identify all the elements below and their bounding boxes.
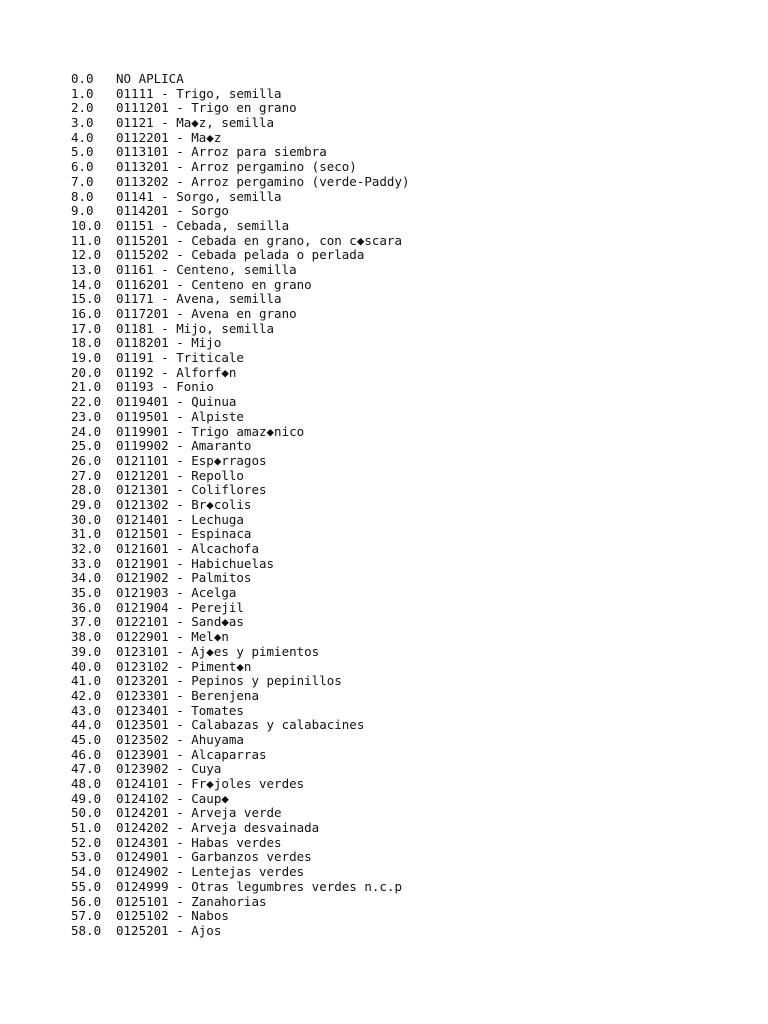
list-item (71, 322, 751, 337)
list-item (71, 410, 751, 425)
row-index: 23.0 (71, 408, 102, 424)
row-index: 32.0 (71, 541, 102, 556)
row-index: 12.0 (71, 247, 102, 263)
list-item (71, 439, 751, 454)
list-item (71, 454, 751, 469)
row-text: 01192 - Alforf◆n (116, 364, 237, 380)
row-index: 13.0 (71, 261, 102, 277)
list-item (71, 748, 751, 763)
row-index: 57.0 (71, 908, 102, 924)
row-index: 0.0 (71, 71, 94, 86)
row-text: 01191 - Triticale (116, 350, 244, 366)
list-item (71, 601, 751, 616)
row-index: 51.0 (71, 820, 102, 836)
list-item (71, 704, 751, 719)
row-index: 45.0 (71, 731, 102, 747)
list-item (71, 777, 751, 792)
row-text: 0111201 - Trigo en grano (116, 100, 297, 116)
list-item (71, 160, 751, 175)
row-text: 0124101 - Fr◆joles verdes (116, 776, 305, 791)
row-index: 40.0 (71, 658, 102, 674)
row-index: 18.0 (71, 335, 102, 351)
row-text: 0119401 - Quinua (116, 394, 237, 410)
row-text: 0125201 - Ajos (116, 922, 222, 938)
list-item (71, 336, 751, 351)
row-text: 01121 - Ma◆z, semilla (116, 115, 275, 131)
row-index: 43.0 (71, 702, 102, 718)
row-text: 0119501 - Alpiste (116, 408, 244, 424)
list-item (71, 615, 751, 630)
row-index: 49.0 (71, 790, 102, 806)
list-item (71, 527, 751, 542)
row-text: 0123401 - Tomates (116, 702, 244, 718)
row-text: 01171 - Avena, semilla (116, 291, 282, 307)
row-text: 0123502 - Ahuyama (116, 731, 244, 747)
row-index: 36.0 (71, 599, 102, 615)
row-text: 0113101 - Arroz para siembra (116, 144, 327, 160)
list-item (71, 557, 751, 572)
row-text: 0113202 - Arroz pergamino (verde-Paddy) (116, 173, 410, 189)
list-item (71, 850, 751, 865)
row-index: 30.0 (71, 511, 102, 527)
row-text: 0119901 - Trigo amaz◆nico (116, 423, 305, 439)
row-index: 34.0 (71, 570, 102, 586)
list-item (71, 204, 751, 219)
row-index: 19.0 (71, 350, 102, 366)
row-index: 14.0 (71, 276, 102, 292)
row-index: 16.0 (71, 306, 102, 321)
list-item (71, 175, 751, 190)
row-index: 33.0 (71, 555, 102, 571)
row-text: 0116201 - Centeno en grano (116, 276, 312, 292)
list-item (71, 190, 751, 205)
row-index: 37.0 (71, 614, 102, 630)
list-item (71, 116, 751, 131)
row-text: 0113201 - Arroz pergamino (seco) (116, 159, 357, 175)
list-item (71, 366, 751, 381)
list-item (71, 865, 751, 880)
list-item (71, 278, 751, 293)
row-index: 6.0 (71, 159, 94, 175)
row-index: 5.0 (71, 144, 94, 160)
list-item (71, 821, 751, 836)
list-item (71, 483, 751, 498)
list-item (71, 762, 751, 777)
row-index: 48.0 (71, 776, 102, 791)
row-text: 0121903 - Acelga (116, 585, 237, 601)
list-item (71, 131, 751, 146)
row-text: 01141 - Sorgo, semilla (116, 188, 282, 204)
row-index: 44.0 (71, 717, 102, 733)
row-index: 55.0 (71, 878, 102, 894)
row-text: 0123901 - Alcaparras (116, 746, 267, 762)
row-index: 42.0 (71, 687, 102, 703)
row-index: 15.0 (71, 291, 102, 307)
row-index: 50.0 (71, 805, 102, 821)
list-item (71, 645, 751, 660)
row-text: 0123201 - Pepinos y pepinillos (116, 673, 342, 689)
list-item (71, 571, 751, 586)
row-index: 56.0 (71, 893, 102, 909)
row-index: 21.0 (71, 379, 102, 395)
row-text: NO APLICA (116, 71, 184, 86)
row-text: 0123101 - Aj◆es y pimientos (116, 643, 320, 659)
row-index: 24.0 (71, 423, 102, 439)
list-item (71, 586, 751, 601)
list-item (71, 219, 751, 234)
row-text: 0119902 - Amaranto (116, 438, 252, 454)
row-index: 38.0 (71, 629, 102, 645)
row-index: 58.0 (71, 922, 102, 938)
list-item (71, 792, 751, 807)
list-item (71, 660, 751, 675)
row-text: 0124901 - Garbanzos verdes (116, 849, 312, 865)
row-text: 0124902 - Lentejas verdes (116, 864, 305, 880)
list-item (71, 909, 751, 924)
row-index: 46.0 (71, 746, 102, 762)
list-item (71, 351, 751, 366)
row-index: 22.0 (71, 394, 102, 410)
row-text: 0123301 - Berenjena (116, 687, 259, 703)
list-item (71, 234, 751, 249)
row-index: 54.0 (71, 864, 102, 880)
row-index: 52.0 (71, 834, 102, 850)
row-text: 0123102 - Piment◆n (116, 658, 252, 674)
row-text: 0118201 - Mijo (116, 335, 222, 351)
row-text: 0114201 - Sorgo (116, 203, 229, 219)
list-item (71, 880, 751, 895)
row-index: 8.0 (71, 188, 94, 204)
row-index: 7.0 (71, 173, 94, 189)
list-item (71, 292, 751, 307)
list-item (71, 674, 751, 689)
list-item (71, 307, 751, 322)
row-text: 0115202 - Cebada pelada o perlada (116, 247, 365, 263)
row-text: 01111 - Trigo, semilla (116, 85, 282, 101)
row-text: 0121601 - Alcachofa (116, 541, 259, 556)
row-text: 0124301 - Habas verdes (116, 834, 282, 850)
list-item (71, 498, 751, 513)
list-item (71, 469, 751, 484)
row-index: 26.0 (71, 452, 102, 468)
row-text: 0122901 - Mel◆n (116, 629, 229, 645)
row-text: 0121301 - Coliflores (116, 482, 267, 498)
list-item (71, 395, 751, 410)
row-text: 0122101 - Sand◆as (116, 614, 244, 630)
row-index: 47.0 (71, 761, 102, 777)
row-index: 2.0 (71, 100, 94, 116)
row-index: 27.0 (71, 467, 102, 483)
list-item (71, 145, 751, 160)
list-item (71, 718, 751, 733)
row-text: 0121302 - Br◆colis (116, 496, 252, 512)
row-index: 1.0 (71, 85, 94, 101)
row-index: 10.0 (71, 217, 102, 233)
list-item (71, 101, 751, 116)
list-item (71, 72, 751, 87)
row-text: 0123501 - Calabazas y calabacines (116, 717, 365, 733)
row-index: 25.0 (71, 438, 102, 454)
list-item (71, 248, 751, 263)
row-index: 29.0 (71, 496, 102, 512)
row-text: 0124999 - Otras legumbres verdes n.c.p (116, 878, 402, 894)
list-item (71, 630, 751, 645)
list-item (71, 380, 751, 395)
list-item (71, 425, 751, 440)
row-text: 0121901 - Habichuelas (116, 555, 275, 571)
row-text: 0121401 - Lechuga (116, 511, 244, 527)
list-item (71, 924, 751, 939)
row-index: 20.0 (71, 364, 102, 380)
row-text: 01151 - Cebada, semilla (116, 217, 290, 233)
row-text: 0121501 - Espinaca (116, 526, 252, 542)
row-text: 0121902 - Palmitos (116, 570, 252, 586)
row-text: 01181 - Mijo, semilla (116, 320, 275, 336)
row-text: 01193 - Fonio (116, 379, 214, 395)
document-listing (71, 72, 751, 939)
list-item (71, 836, 751, 851)
row-index: 35.0 (71, 585, 102, 601)
list-item (71, 806, 751, 821)
row-text: 01161 - Centeno, semilla (116, 261, 297, 277)
row-index: 4.0 (71, 129, 94, 145)
list-item (71, 542, 751, 557)
row-index: 31.0 (71, 526, 102, 542)
list-item (71, 87, 751, 102)
row-text: 0112201 - Ma◆z (116, 129, 222, 145)
row-text: 0125102 - Nabos (116, 908, 229, 924)
row-index: 11.0 (71, 232, 102, 248)
list-item (71, 733, 751, 748)
row-index: 17.0 (71, 320, 102, 336)
row-text: 0121904 - Perejil (116, 599, 244, 615)
row-text: 0123902 - Cuya (116, 761, 222, 777)
row-text: 0117201 - Avena en grano (116, 306, 297, 321)
row-index: 41.0 (71, 673, 102, 689)
row-text: 0124201 - Arveja verde (116, 805, 282, 821)
row-index: 3.0 (71, 115, 94, 131)
list-item (71, 263, 751, 278)
row-text: 0125101 - Zanahorias (116, 893, 267, 909)
row-index: 53.0 (71, 849, 102, 865)
row-text: 0121101 - Esp◆rragos (116, 452, 267, 468)
row-text: 0121201 - Repollo (116, 467, 244, 483)
row-text: 0124102 - Caup◆ (116, 790, 229, 806)
row-text: 0115201 - Cebada en grano, con c◆scara (116, 232, 402, 248)
row-index: 39.0 (71, 643, 102, 659)
row-text: 0124202 - Arveja desvainada (116, 820, 320, 836)
list-item (71, 689, 751, 704)
row-index: 9.0 (71, 203, 94, 219)
list-item (71, 895, 751, 910)
row-index: 28.0 (71, 482, 102, 498)
list-item (71, 513, 751, 528)
